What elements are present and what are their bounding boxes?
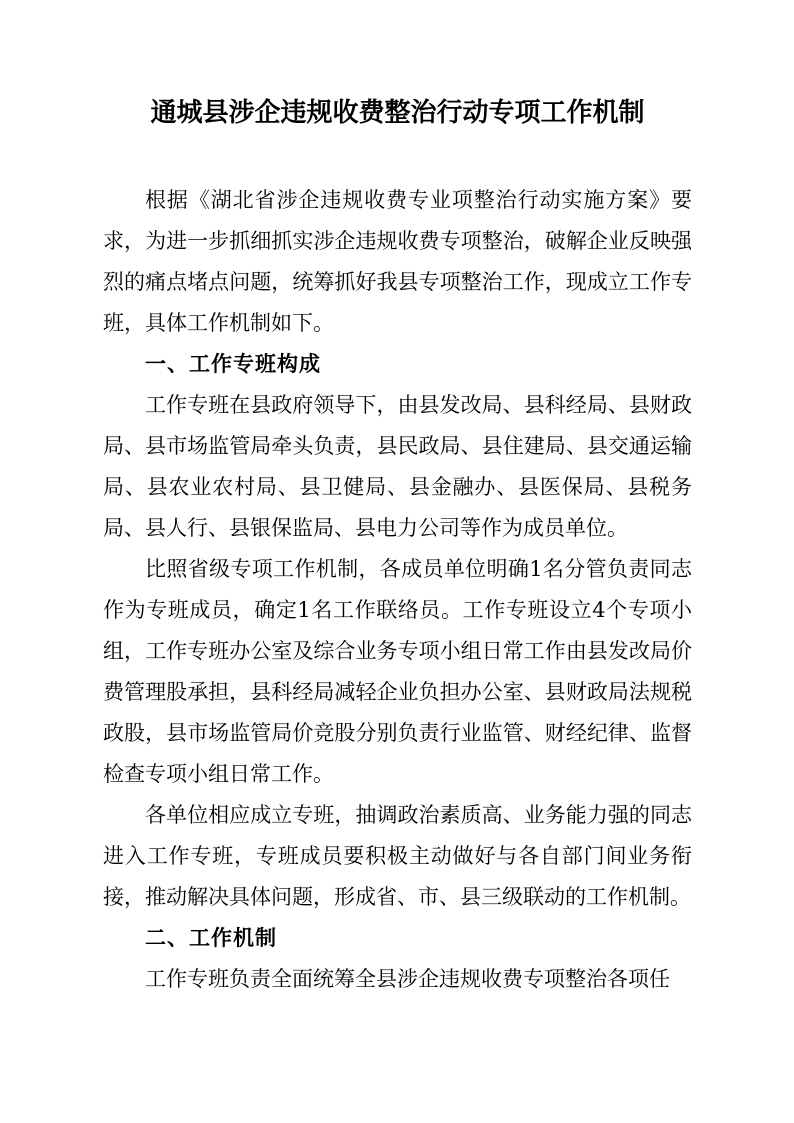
document-title: 通城县涉企违规收费整治行动专项工作机制 <box>150 98 645 128</box>
paragraph-unit-teams: 各单位相应成立专班，抽调政治素质高、业务能力强的同志进入工作专班，专班成员要积极主动做好与各自部门间业务衔接，推动解决具体问题，形成省、市、县三级联动的工作机制。 <box>103 803 692 909</box>
paragraph-intro: 根据《湖北省涉企违规收费专业项整治行动实施方案》要求，为进一步抓细抓实涉企违规收费专项整治，破解企业反映强烈的痛点堵点问题，统筹抓好我县专项整治工作，现成立工作专班，具体工作机制如下。 <box>103 188 692 335</box>
section-heading-1: 一、工作专班构成 <box>145 352 321 376</box>
section-heading-2: 二、工作机制 <box>145 926 277 950</box>
paragraph-work-mechanism: 工作专班负责全面统筹全县涉企违规收费专项整治各项任 <box>145 967 670 991</box>
paragraph-team-composition: 工作专班在县政府领导下，由县发改局、县科经局、县财政局、县市场监管局牵头负责，县民政局、县住建局、县交通运输局、县农业农村局、县卫健局、县金融办、县医保局、县税务局、县人行、县银保监局、县电力公司等作为成员单位。 <box>103 393 692 540</box>
paragraph-member-roles: 比照省级专项工作机制，各成员单位明确1名分管负责同志作为专班成员，确定1名工作联络员。工作专班设立4个专项小组，工作专班办公室及综合业务专项小组日常工作由县发改局价费管理股承担，县科经局减轻企业负担办公室、县财政局法规税政股，县市场监管局价竞股分别负责行业监管、财经纪律、监督检查专项小组日常工作。 <box>103 557 692 786</box>
